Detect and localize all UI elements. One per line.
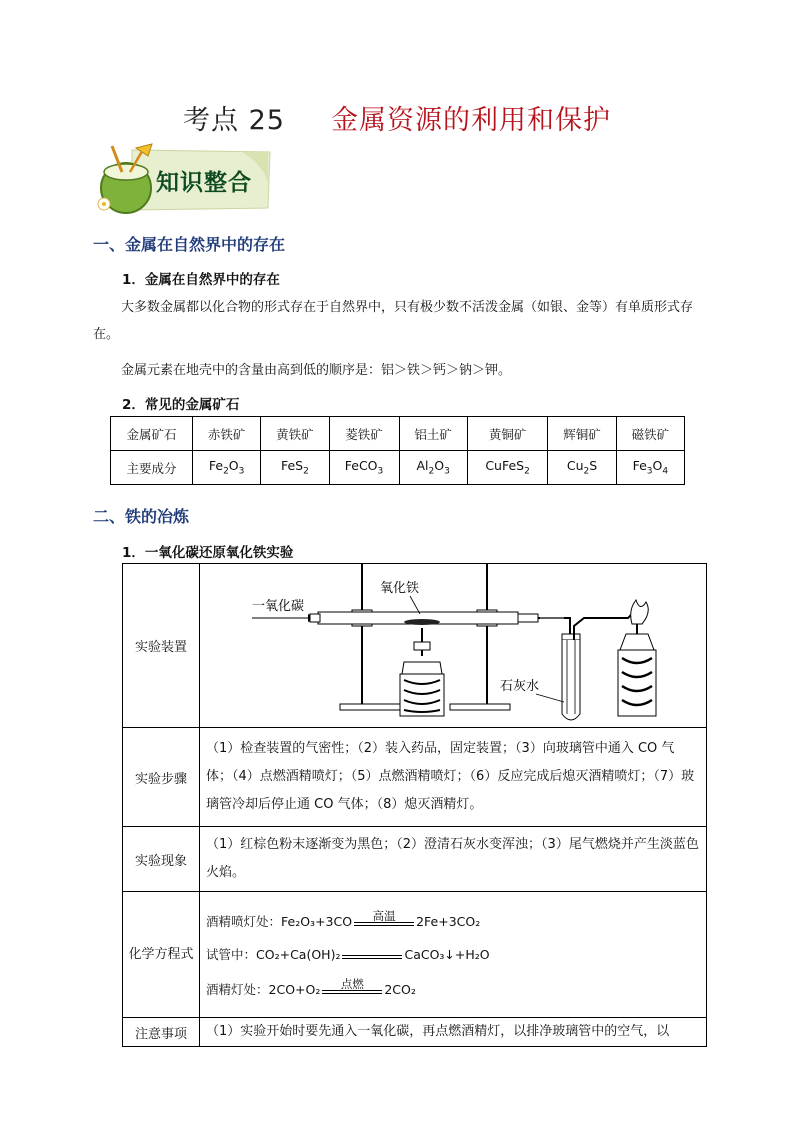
paragraph-crust-order: 金属元素在地壳中的含量由高到低的顺序是：铝＞铁＞钙＞钠＞钾。: [121, 363, 512, 378]
section-heading-2: 二、铁的冶炼: [93, 507, 190, 526]
page-title: [0, 98, 794, 137]
ore-name: 铝土矿: [399, 417, 467, 451]
row-label: 化学方程式: [123, 892, 200, 1018]
equation-3: 酒精灯处：2CO+O₂ 点燃 2CO₂: [206, 977, 416, 997]
equations-cell: [200, 892, 707, 1018]
paragraph-metal-existence: 大多数金属都以化合物的形式存在于自然界中，只有极少数不活泼金属（如银、金等）有单质形式存在。: [93, 300, 694, 342]
ore-row-label: 金属矿石: [111, 417, 193, 451]
row-phenomena: [123, 827, 707, 892]
row-label: 实验现象: [123, 827, 200, 892]
row-label: 实验装置: [123, 564, 200, 728]
subheading-2-1: 1．一氧化碳还原氧化铁实验: [122, 545, 294, 561]
steps-text: （1）检查装置的气密性；（2）装入药品，固定装置；（3）向玻璃管中通入 CO 气体；（4）点燃酒精喷灯；（5）点燃酒精喷灯；（6）反应完成后熄灭酒精喷灯；（7）玻璃管冷却后停止通 CO 气体；（8）熄灭酒精灯。: [200, 728, 707, 827]
ore-name: 黄铜矿: [467, 417, 548, 451]
ore-formula: $Fe_3O_4$: [616, 451, 684, 485]
condition-arrow: 高温: [354, 910, 414, 931]
subheading-1-2: 2．常见的金属矿石: [122, 397, 240, 413]
ore-table-row-names: [111, 417, 685, 451]
ore-formula: FeS$_2$: [261, 451, 329, 485]
co-gas-label: 一氧化碳: [252, 599, 305, 614]
equals-arrow: [342, 955, 402, 964]
phenomena-text: （1）红棕色粉末逐渐变为黑色；（2）澄清石灰水变浑浊；（3）尾气燃烧并产生淡蓝色火焰。: [200, 827, 707, 892]
limewater-label: 石灰水: [500, 679, 540, 694]
ore-table: [110, 416, 685, 485]
title-main: 金属资源的利用和保护: [330, 105, 611, 136]
apparatus-diagram-cell: [200, 564, 707, 728]
row-notes: [123, 1018, 707, 1047]
title-prefix: 考点 25: [183, 105, 285, 136]
ore-formula: FeCO$_3$: [329, 451, 399, 485]
row-label: 实验步骤: [123, 728, 200, 827]
ore-name: 磁铁矿: [616, 417, 684, 451]
banner-label: 知识整合: [156, 169, 252, 196]
row-equations: [123, 892, 707, 1018]
ore-name: 菱铁矿: [329, 417, 399, 451]
subheading-1-1: 1．金属在自然界中的存在: [122, 272, 280, 288]
experiment-table: [122, 563, 707, 1047]
ore-name: 赤铁矿: [193, 417, 261, 451]
notes-text: （1）实验开始时要先通入一氧化碳，再点燃酒精灯，以排净玻璃管中的空气，以: [200, 1018, 707, 1047]
section-heading-1: 一、金属在自然界中的存在: [93, 235, 286, 254]
ore-formula: CuFeS$_2$: [467, 451, 548, 485]
row-steps: [123, 728, 707, 827]
ore-row-label: 主要成分: [111, 451, 193, 485]
ore-name: 辉铜矿: [548, 417, 616, 451]
apparatus-diagram: [200, 564, 706, 724]
iron-oxide-label: 氧化铁: [380, 581, 420, 596]
equation-2: 试管中：CO₂+Ca(OH)₂ CaCO₃↓+H₂O: [206, 947, 490, 962]
ore-formula: $Al_2O_3$: [399, 451, 467, 485]
condition-arrow: 点燃: [322, 978, 382, 999]
ore-formula: $Fe_2O_3$: [193, 451, 261, 485]
knowledge-banner: [92, 142, 272, 218]
ore-table-row-formulas: [111, 451, 685, 485]
row-apparatus: [123, 564, 707, 728]
ore-name: 黄铁矿: [261, 417, 329, 451]
row-label: 注意事项: [123, 1018, 200, 1047]
ore-formula: $Cu_2S$: [548, 451, 616, 485]
equation-1: 酒精喷灯处：Fe₂O₃+3CO 高温 2Fe+3CO₂: [206, 909, 481, 929]
